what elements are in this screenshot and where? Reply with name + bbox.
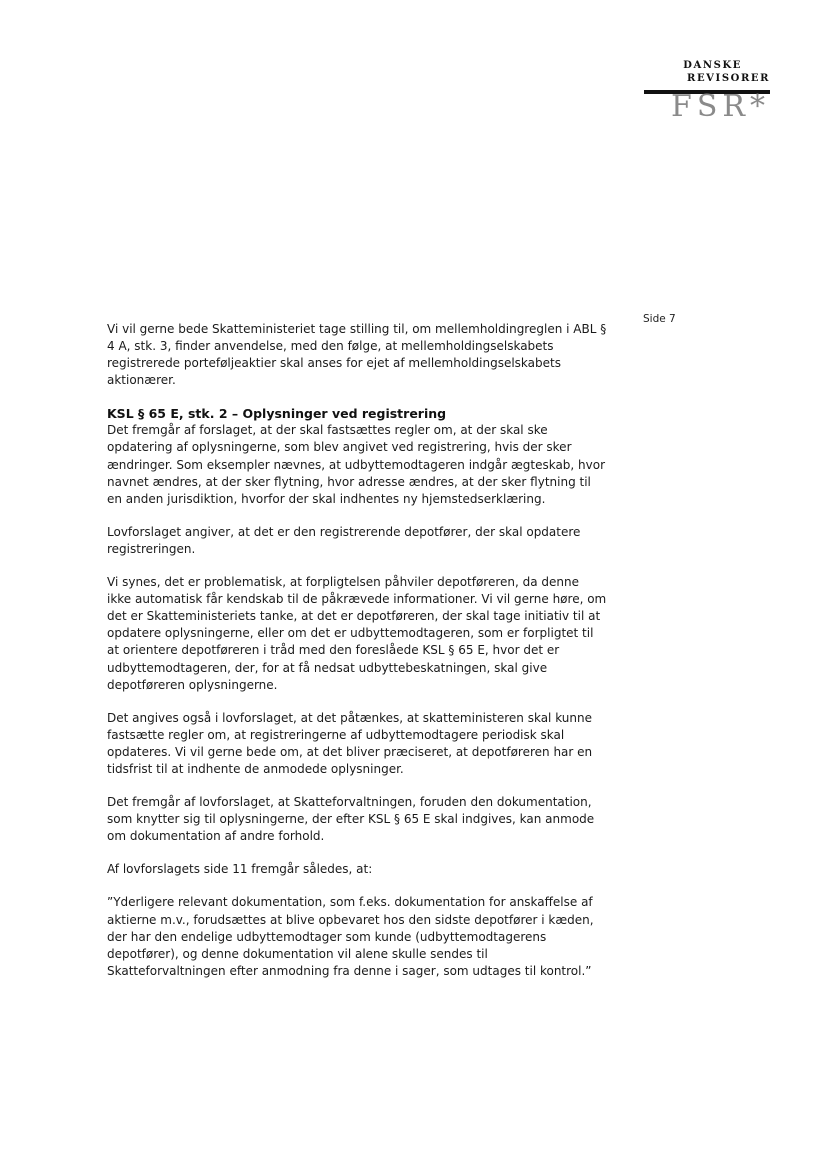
paragraph: Af lovforslagets side 11 fremgår således, at: [107, 862, 373, 877]
paragraph: Det fremgår af forslaget, at der skal fastsættes regler om, at der skal ske opdatering af oplysningerne, som blev angivet ved registrering, hvis der sker ændringer. Som eksempler nævnes, at udbyttemodtageren indgår ægteskab, hvor navnet ændres, at der sker flytning, hvor adresse ændres, at der sker flytning til en anden jurisdiktion, hvorfor der skal indhentes ny hjemstedserklæring. [107, 423, 606, 506]
paragraph: Lovforslaget angiver, at det er den registrerende depotfører, der skal opdatere registreringen. [107, 524, 581, 556]
paragraph: Det fremgår af lovforslaget, at Skatteforvaltningen, foruden den dokumentation, som knytter sig til oplysningerne, der efter KSL § 65 E skal indgives, kan anmode om dokumentation af andre forhold. [107, 795, 595, 844]
paragraph: Vi vil gerne bede Skatteministeriet tage stilling til, om mellemholdingreglen i ABL § 4 A, stk. 3, finder anvendelse, med den følge, at mellemholdingselskabets registrerede porteføljeaktier skal anses for ejet af mellemholdingselskabets aktionærer. [107, 322, 607, 388]
section-heading: KSL § 65 E, stk. 2 – Oplysninger ved registrering [107, 406, 447, 422]
quote-paragraph: ”Yderligere relevant dokumentation, som f.eks. dokumentation for anskaffelse af aktierne m.v., forudsættes at blive opbevaret hos den sidste depotfører i kæden, der har den endelige udbyttemodtager som kunde (udbyttemodtagerens depotfører), og denne dokumentation vil alene skulle sendes til Skatteforvaltningen efter anmodning fra denne i sager, som udtages til kontrol.” [107, 895, 594, 978]
logo-line-revisorer: REVISORER [687, 73, 770, 84]
logo-fsr-mark: FSR* [671, 89, 770, 124]
paragraph: Vi synes, det er problematisk, at forpligtelsen påhviler depotføreren, da denne ikke automatisk får kendskab til de påkrævede informationer. Vi vil gerne høre, om det er Skatteministeriets tanke, at det er depotføreren, der skal tage initiativ til at opdatere oplysningerne, eller om det er udbyttemodtageren, som er forpligtet til at orientere depotføreren i tråd med den foreslåede KSL § 65 E, hvor det er udbyttemodtageren, der, for at få nedsat udbyttebeskatningen, skal give depotføreren oplysningerne. [107, 575, 607, 692]
document-body [107, 321, 607, 996]
page-number: Side 7 [643, 313, 676, 325]
paragraph: Det angives også i lovforslaget, at det påtænkes, at skatteministeren skal kunne fastsætte regler om, at registreringerne af udbyttemodtagere periodisk skal opdateres. Vi vil gerne bede om, at det bliver præciseret, at depotføreren har en tidsfrist til at indhente de anmodede oplysninger. [107, 710, 593, 776]
logo-line-danske: DANSKE [683, 60, 742, 71]
logo [644, 60, 770, 122]
